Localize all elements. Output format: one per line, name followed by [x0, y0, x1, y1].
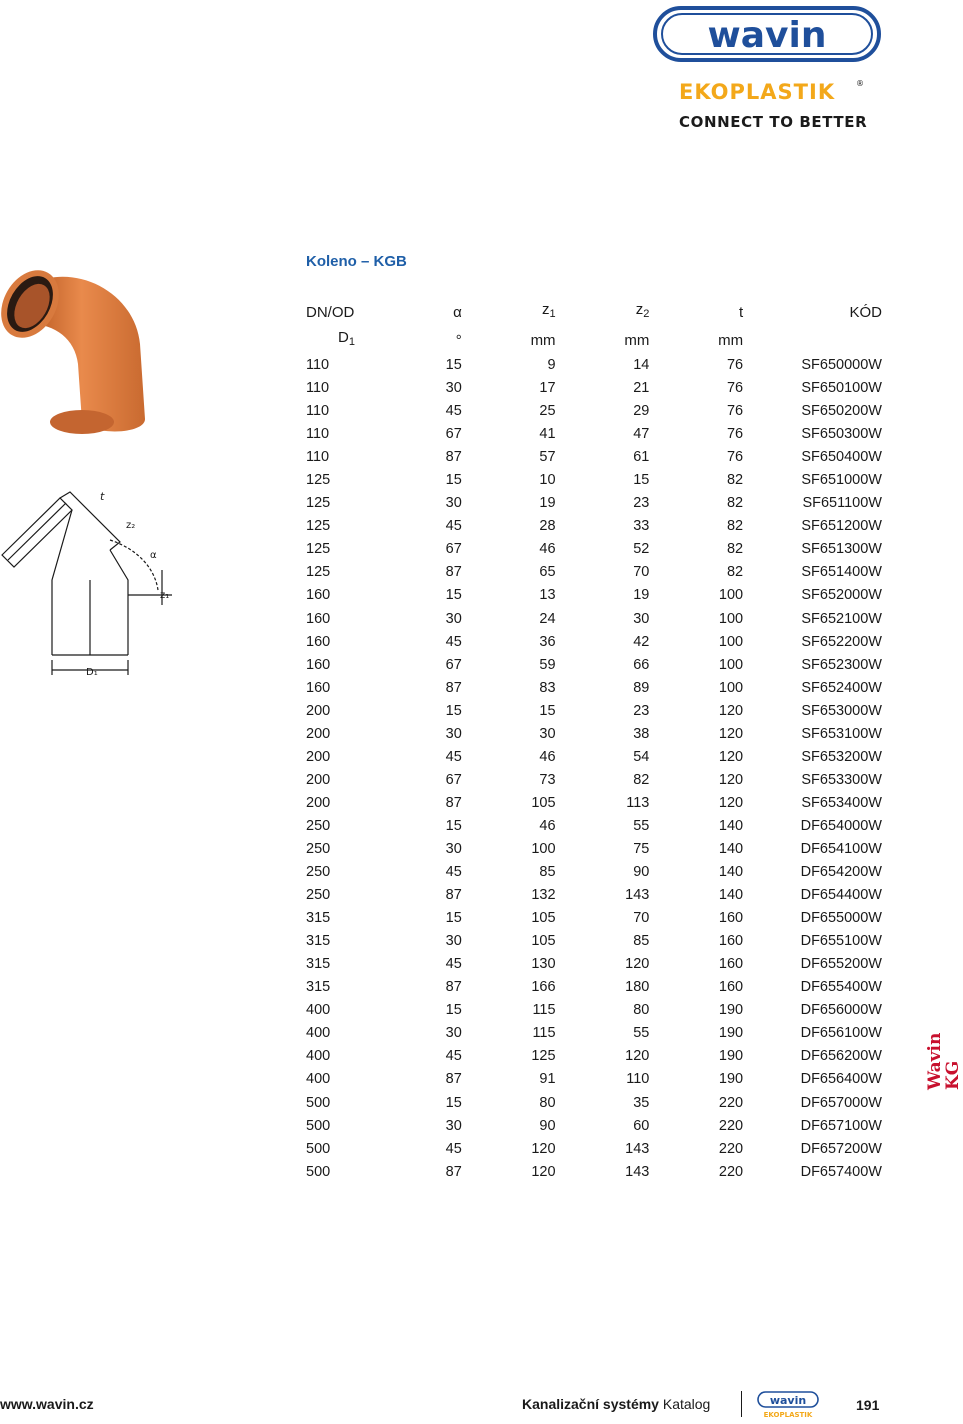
cell-dn-od: 160: [306, 587, 331, 604]
cell-z2: 61: [633, 449, 650, 466]
footer-wavin-logo-icon: [756, 1391, 820, 1419]
cell-z1: 115: [532, 1025, 556, 1042]
table-row: [306, 492, 882, 515]
cell-z2: 55: [633, 817, 650, 834]
unit-d1: $D_1$: [338, 329, 355, 348]
cell-alpha: 67: [445, 541, 462, 558]
cell-kod: DF656200W: [800, 1048, 882, 1065]
header-kod: KÓD: [849, 303, 882, 321]
cell-dn-od: 250: [306, 887, 331, 904]
cell-dn-od: 400: [306, 1071, 331, 1088]
table-row: [306, 515, 882, 538]
cell-kod: DF654100W: [800, 841, 882, 857]
table-row: [306, 631, 882, 654]
side-tab-text: Wavin KG: [925, 1032, 963, 1090]
cell-alpha: 45: [445, 1140, 462, 1157]
cell-z2: 110: [626, 1071, 650, 1088]
cell-t: 82: [726, 564, 744, 581]
header-z2: $z_2$: [635, 301, 650, 320]
cell-kod: SF651400W: [801, 564, 882, 581]
cell-z2: 52: [633, 541, 650, 558]
cell-alpha: 30: [445, 1025, 462, 1042]
cell-z2: 143: [625, 887, 650, 904]
cell-z2: 143: [625, 1140, 650, 1157]
unit-z2: mm: [624, 331, 650, 349]
header-alpha: α: [453, 303, 462, 321]
cell-t: 160: [718, 956, 744, 973]
cell-t: 160: [718, 910, 744, 927]
cell-alpha: 45: [445, 1048, 462, 1065]
cell-z2: 19: [633, 587, 650, 604]
cell-kod: DF654400W: [800, 887, 882, 904]
cell-dn-od: 315: [306, 979, 331, 996]
brand-tagline: CONNECT TO BETTER: [679, 113, 868, 131]
cell-dn-od: 200: [306, 725, 331, 742]
table-row: [306, 561, 882, 584]
table-row: [306, 1045, 882, 1068]
cell-dn-od: 500: [306, 1094, 331, 1111]
cell-kod: DF656400W: [800, 1071, 882, 1088]
cell-z2: 54: [633, 748, 650, 765]
cell-kod: DF654200W: [800, 864, 882, 881]
cell-kod: SF652300W: [801, 656, 882, 673]
cell-dn-od: 200: [306, 702, 331, 719]
cell-z1: 83: [539, 679, 556, 696]
cell-kod: SF652200W: [801, 633, 882, 650]
cell-z2: 60: [633, 1117, 650, 1134]
cell-dn-od: 200: [306, 794, 331, 811]
cell-z2: 89: [633, 679, 650, 696]
cell-kod: SF652000W: [801, 587, 882, 604]
table-row: [306, 907, 882, 930]
cell-dn-od: 250: [306, 841, 331, 857]
footer-catalog: Kanalizační systémy Katalog: [522, 1396, 711, 1412]
cell-z2: 90: [633, 864, 650, 881]
cell-dn-od: 315: [306, 933, 331, 950]
table-row: [306, 930, 882, 953]
cell-z2: 66: [633, 656, 650, 673]
cell-t: 190: [718, 1025, 744, 1042]
cell-z2: 29: [633, 403, 650, 420]
cell-t: 140: [718, 864, 744, 881]
cell-t: 140: [718, 841, 744, 857]
table-row: [306, 1115, 882, 1138]
cell-z2: 143: [625, 1163, 650, 1180]
table-row: [306, 654, 882, 677]
cell-dn-od: 125: [306, 518, 331, 535]
label-alpha: α: [150, 550, 157, 561]
cell-z2: 120: [625, 956, 650, 973]
cell-alpha: 30: [445, 495, 462, 512]
cell-kod: SF653200W: [801, 748, 882, 765]
table-row: [306, 1092, 882, 1115]
cell-t: 120: [718, 725, 744, 742]
cell-alpha: 30: [445, 610, 462, 627]
cell-z1: 166: [531, 979, 556, 996]
table-row: [306, 1138, 882, 1161]
cell-t: 82: [726, 541, 744, 558]
cell-dn-od: 160: [306, 679, 331, 696]
cell-z1: 46: [539, 541, 556, 558]
cell-t: 140: [718, 887, 744, 904]
table-row: [306, 838, 882, 861]
cell-kod: DF655100W: [800, 933, 882, 950]
unit-degree: °: [455, 331, 462, 349]
table-row: [306, 400, 882, 423]
cell-alpha: 67: [445, 656, 462, 673]
cell-z1: 24: [539, 610, 556, 627]
cell-dn-od: 110: [306, 449, 330, 466]
table-row: [306, 746, 882, 769]
cell-kod: SF650000W: [801, 357, 882, 374]
cell-z1: 30: [539, 725, 556, 742]
cell-z2: 70: [633, 910, 650, 927]
cell-t: 76: [726, 357, 744, 374]
cell-z1: 132: [531, 887, 556, 904]
cell-alpha: 45: [445, 864, 462, 881]
cell-kod: DF655000W: [800, 910, 882, 927]
label-z1: z₁: [160, 590, 170, 601]
cell-z2: 35: [633, 1094, 650, 1111]
table-row: [306, 861, 882, 884]
table-row: [306, 723, 882, 746]
cell-z1: 90: [539, 1117, 556, 1134]
unit-t: mm: [718, 331, 744, 349]
cell-z1: 120: [531, 1140, 556, 1157]
cell-t: 82: [726, 472, 744, 489]
cell-alpha: 45: [445, 403, 462, 420]
cell-z2: 33: [633, 518, 650, 535]
cell-z2: 21: [633, 380, 650, 397]
cell-alpha: 87: [445, 1071, 462, 1088]
cell-t: 100: [718, 610, 744, 627]
cell-kod: SF650200W: [801, 403, 882, 420]
cell-kod: SF650300W: [801, 426, 882, 443]
unit-z1: mm: [530, 331, 556, 349]
cell-kod: DF657000W: [800, 1094, 882, 1111]
registered-mark: ®: [856, 79, 864, 88]
cell-z1: 73: [539, 771, 556, 788]
table-row: [306, 377, 882, 400]
cell-z1: 105: [531, 794, 556, 811]
cell-z2: 38: [633, 725, 650, 742]
table-row: [306, 446, 882, 469]
cell-z2: 120: [625, 1048, 650, 1065]
cell-dn-od: 315: [306, 956, 331, 973]
cell-z1: 17: [539, 380, 556, 397]
cell-alpha: 30: [445, 933, 462, 950]
table-header-row: [306, 298, 882, 326]
table-row: [306, 792, 882, 815]
cell-dn-od: 200: [306, 771, 331, 788]
cell-dn-od: 200: [306, 748, 331, 765]
cell-dn-od: 160: [306, 633, 331, 650]
cell-z1: 28: [539, 518, 556, 535]
cell-z1: 91: [539, 1071, 556, 1088]
cell-alpha: 45: [445, 518, 462, 535]
label-d1: D₁: [86, 667, 98, 678]
cell-alpha: 87: [445, 1163, 462, 1180]
cell-dn-od: 400: [306, 1025, 331, 1042]
cell-z1: 59: [539, 656, 556, 673]
table-row: [306, 1161, 882, 1184]
cell-z2: 14: [633, 357, 650, 374]
cell-t: 220: [718, 1094, 744, 1111]
cell-z1: 19: [539, 495, 556, 512]
cell-dn-od: 500: [306, 1163, 331, 1180]
table-row: [306, 608, 882, 631]
cell-kod: SF651100W: [802, 495, 882, 512]
cell-kod: SF653400W: [801, 794, 882, 811]
cell-t: 76: [726, 449, 744, 466]
cell-z2: 80: [633, 1002, 650, 1019]
cell-z1: 130: [531, 956, 556, 973]
cell-kod: SF651300W: [801, 541, 882, 558]
cell-z2: 82: [633, 771, 650, 788]
cell-z2: 42: [633, 633, 650, 650]
cell-alpha: 15: [445, 472, 462, 489]
table-row: [306, 769, 882, 792]
cell-alpha: 87: [445, 679, 462, 696]
cell-kod: DF655400W: [800, 979, 882, 996]
cell-z2: 15: [633, 472, 650, 489]
cell-dn-od: 160: [306, 656, 331, 673]
cell-t: 120: [718, 771, 744, 788]
cell-z1: 13: [539, 587, 556, 604]
cell-z1: 15: [539, 702, 556, 719]
cell-alpha: 30: [445, 380, 462, 397]
cell-z1: 125: [531, 1048, 556, 1065]
product-title: Koleno – KGB: [306, 253, 407, 270]
table-row: [306, 584, 882, 607]
table-row: [306, 677, 882, 700]
footer-divider: [741, 1391, 742, 1417]
cell-z2: 180: [625, 979, 650, 996]
cell-kod: DF655200W: [800, 956, 882, 973]
cell-t: 100: [718, 633, 744, 650]
cell-z1: 80: [539, 1094, 556, 1111]
header-t: t: [738, 303, 744, 321]
cell-dn-od: 110: [306, 380, 330, 397]
table-row: [306, 700, 882, 723]
cell-alpha: 87: [445, 564, 462, 581]
header-z1: $z_1$: [541, 301, 556, 320]
cell-alpha: 15: [445, 1002, 462, 1019]
cell-t: 190: [718, 1002, 744, 1019]
table-row: [306, 884, 882, 907]
cell-dn-od: 500: [306, 1117, 331, 1134]
cell-t: 100: [718, 679, 744, 696]
spec-table: [306, 298, 882, 1184]
label-z2: z₂: [126, 520, 136, 531]
cell-kod: DF657200W: [800, 1140, 882, 1157]
cell-t: 76: [726, 380, 744, 397]
cell-dn-od: 110: [306, 357, 330, 374]
cell-alpha: 30: [445, 1117, 462, 1134]
cell-z1: 85: [539, 864, 556, 881]
cell-t: 160: [718, 933, 744, 950]
cell-kod: DF656000W: [800, 1002, 882, 1019]
cell-dn-od: 500: [306, 1140, 331, 1157]
cell-z1: 9: [547, 357, 556, 374]
cell-t: 76: [726, 403, 744, 420]
cell-dn-od: 110: [306, 403, 330, 420]
table-row: [306, 538, 882, 561]
table-row: [306, 976, 882, 999]
table-row: [306, 423, 882, 446]
cell-kod: SF650400W: [801, 449, 882, 466]
cell-alpha: 45: [445, 633, 462, 650]
logo-wordmark: wavin: [707, 15, 827, 56]
table-row: [306, 1022, 882, 1045]
footer-url[interactable]: www.wavin.cz: [0, 1396, 94, 1412]
cell-t: 220: [718, 1140, 744, 1157]
cell-dn-od: 250: [306, 817, 331, 834]
cell-z1: 25: [539, 403, 556, 420]
cell-t: 220: [718, 1117, 744, 1134]
table-units-row: [306, 326, 882, 354]
cell-z2: 75: [633, 841, 650, 857]
cell-alpha: 30: [445, 841, 462, 857]
cell-alpha: 45: [445, 748, 462, 765]
cell-kod: SF652400W: [801, 679, 882, 696]
cell-z1: 46: [539, 748, 556, 765]
cell-z2: 23: [633, 702, 650, 719]
cell-t: 76: [726, 426, 744, 443]
cell-kod: SF650100W: [801, 380, 882, 397]
cell-z1: 105: [531, 933, 556, 950]
page-number: 191: [856, 1397, 880, 1413]
cell-alpha: 67: [445, 426, 462, 443]
cell-t: 140: [718, 817, 744, 834]
cell-kod: DF656100W: [800, 1025, 882, 1042]
cell-dn-od: 400: [306, 1002, 331, 1019]
cell-z2: 70: [633, 564, 650, 581]
cell-kod: SF653300W: [801, 771, 882, 788]
cell-alpha: 15: [445, 1094, 462, 1111]
cell-alpha: 87: [445, 794, 462, 811]
cell-t: 100: [718, 587, 744, 604]
cell-z1: 57: [539, 449, 556, 466]
cell-alpha: 15: [445, 817, 462, 834]
cell-z2: 47: [633, 426, 650, 443]
cell-dn-od: 125: [306, 472, 331, 489]
label-t: t: [100, 490, 105, 503]
table-row: [306, 953, 882, 976]
table-row: [306, 815, 882, 838]
cell-z1: 115: [532, 1002, 556, 1019]
footer-logo-sub: EKOPLASTIK: [763, 1411, 813, 1419]
table-row: [306, 999, 882, 1022]
cell-z2: 55: [633, 1025, 650, 1042]
cell-kod: DF657100W: [800, 1117, 882, 1134]
cell-t: 190: [718, 1048, 744, 1065]
cell-t: 160: [718, 979, 744, 996]
header-dn-od: DN/OD: [306, 303, 355, 321]
pipe-elbow-photo: [0, 254, 160, 444]
unit-kod: [743, 326, 882, 354]
cell-kod: SF651200W: [801, 518, 882, 535]
cell-z1: 105: [531, 910, 556, 927]
cell-t: 82: [726, 495, 744, 512]
cell-t: 120: [718, 748, 744, 765]
cell-dn-od: 315: [306, 910, 331, 927]
cell-z1: 100: [531, 841, 556, 857]
side-tab: [920, 1030, 963, 1090]
cell-alpha: 67: [445, 771, 462, 788]
table-row: [306, 1068, 882, 1091]
cell-dn-od: 250: [306, 864, 331, 881]
cell-t: 120: [718, 794, 744, 811]
cell-alpha: 15: [445, 702, 462, 719]
cell-z2: 113: [626, 794, 650, 811]
cell-kod: DF654000W: [800, 817, 882, 834]
table-body: [306, 354, 882, 1184]
cell-dn-od: 400: [306, 1048, 331, 1065]
cell-t: 82: [726, 518, 744, 535]
table-row: [306, 354, 882, 377]
cell-alpha: 15: [445, 910, 462, 927]
cell-z2: 85: [633, 933, 650, 950]
cell-dn-od: 160: [306, 610, 331, 627]
cell-z1: 36: [539, 633, 556, 650]
cell-dn-od: 125: [306, 541, 331, 558]
cell-alpha: 15: [445, 357, 462, 374]
cell-kod: SF653000W: [801, 702, 882, 719]
cell-alpha: 87: [445, 979, 462, 996]
cell-z1: 46: [539, 817, 556, 834]
cell-z2: 23: [633, 495, 650, 512]
cell-z1: 120: [531, 1163, 556, 1180]
cell-dn-od: 125: [306, 495, 331, 512]
cell-z1: 41: [539, 426, 556, 443]
cell-alpha: 87: [445, 887, 462, 904]
cell-alpha: 15: [445, 587, 462, 604]
cell-t: 120: [718, 702, 744, 719]
footer-logo-wordmark: wavin: [769, 1394, 807, 1407]
cell-alpha: 87: [445, 449, 462, 466]
cell-kod: SF651000W: [801, 472, 882, 489]
cell-alpha: 30: [445, 725, 462, 742]
cell-dn-od: 125: [306, 564, 331, 581]
table-row: [306, 469, 882, 492]
cell-z2: 30: [633, 610, 650, 627]
cell-dn-od: 110: [306, 426, 330, 443]
cell-z1: 10: [539, 472, 556, 489]
sub-brand-text: EKOPLASTIK: [679, 80, 836, 104]
wavin-logo-icon: [652, 6, 882, 111]
cell-t: 100: [718, 656, 744, 673]
footer-logo: [756, 1391, 820, 1419]
cell-z1: 65: [539, 564, 556, 581]
cell-kod: SF653100W: [801, 725, 882, 742]
cell-t: 190: [718, 1071, 744, 1088]
cell-kod: SF652100W: [801, 610, 882, 627]
cell-kod: DF657400W: [800, 1163, 882, 1180]
cell-alpha: 45: [445, 956, 462, 973]
elbow-technical-drawing: [0, 470, 175, 685]
cell-t: 220: [718, 1163, 744, 1180]
